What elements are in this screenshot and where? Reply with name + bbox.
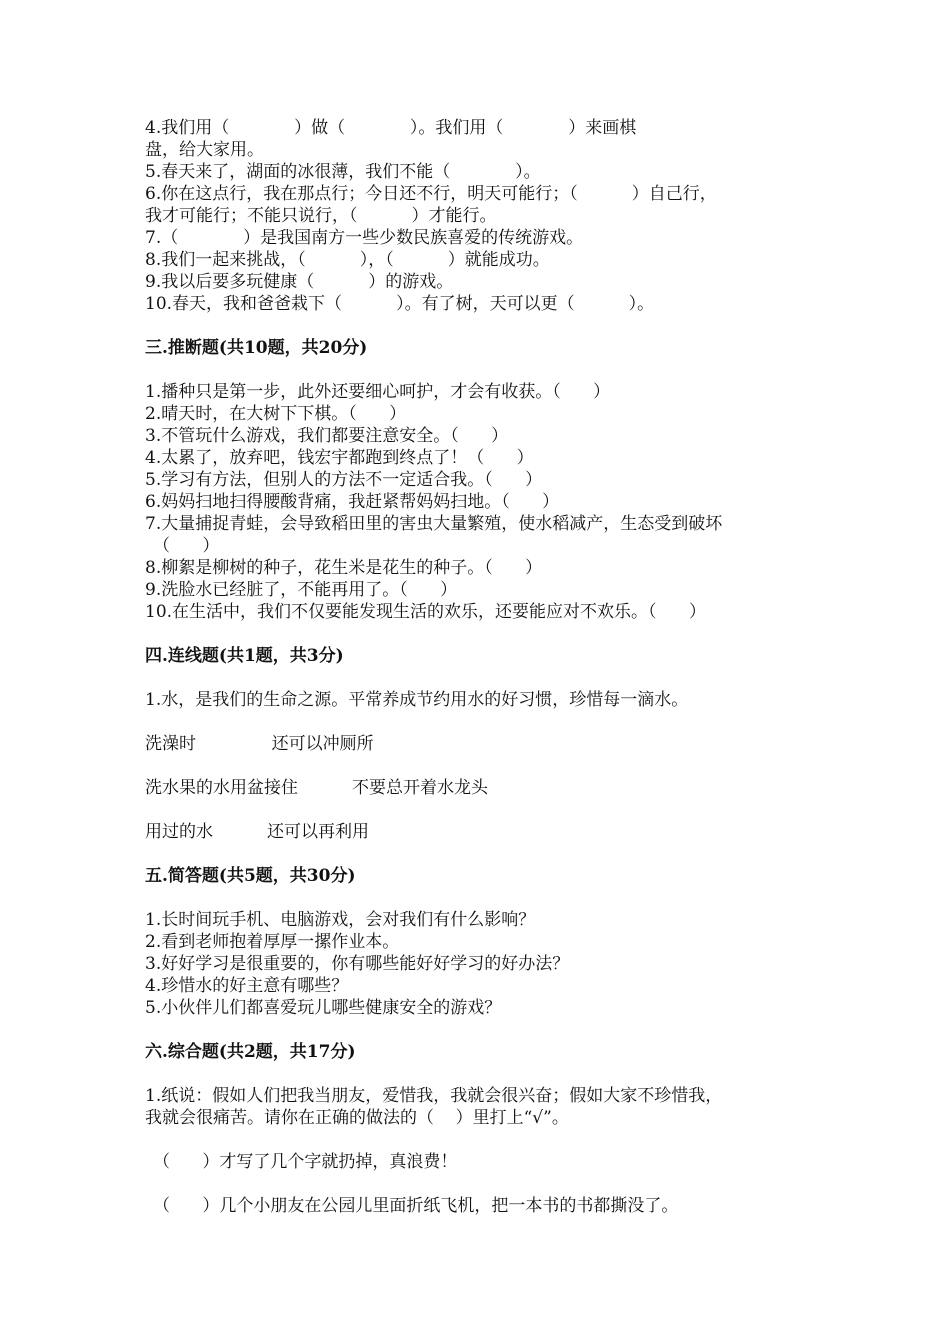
judgement-item: 5.学习有方法，但别人的方法不一定适合我。（ ） [145,470,543,490]
fill-blank-line: 8.我们一起来挑战，（ ），（ ）就能成功。 [145,250,550,270]
short-answer-item: 4.珍惜水的好主意有哪些？ [145,976,349,996]
fill-blank-line: 6.你在这点行，我在那点行；今日还不行，明天可能行；（ ）自己行， [145,184,717,204]
judgement-item: 10.在生活中，我们不仅要能发现生活的欢乐，还要能应对不欢乐。（ ） [145,602,706,622]
section-heading-comprehensive: 六.综合题(共2题，共17分) [145,1042,356,1062]
judgement-item: 2.晴天时，在大树下下棋。（ ） [145,404,407,424]
fill-blank-line: 7.（ ）是我国南方一些少数民族喜爱的传统游戏。 [145,228,584,248]
short-answer-item: 3.好好学习是很重要的，你有哪些能好好学习的好办法？ [145,954,570,974]
matching-pair: 洗澡时 还可以冲厕所 [145,734,374,754]
matching-question: 1.水，是我们的生命之源。平常养成节约用水的好习惯，珍惜每一滴水。 [145,690,689,710]
judgement-item: 3.不管玩什么游戏，我们都要注意安全。（ ） [145,426,509,446]
judgement-item: 1.播种只是第一步，此外还要细心呵护，才会有收获。（ ） [145,382,611,402]
judgement-item: 9.洗脸水已经脏了，不能再用了。（ ） [145,580,458,600]
fill-blank-line: 9.我以后要多玩健康（ ）的游戏。 [145,272,454,292]
judgement-item: 6.妈妈扫地扫得腰酸背痛，我赶紧帮妈妈扫地。（ ） [145,492,560,512]
comprehensive-option: （ ）才写了几个字就扔掉，真浪费！ [153,1152,458,1172]
comprehensive-question: 1.纸说：假如人们把我当朋友，爱惜我，我就会很兴奋；假如大家不珍惜我， [145,1086,723,1106]
section-heading-judgement: 三.推断题(共10题，共20分) [145,338,368,358]
section-heading-matching: 四.连线题(共1题，共3分) [145,646,344,666]
fill-blank-line: 10.春天，我和爸爸栽下（ ）。有了树，天可以更（ ）。 [145,294,655,314]
fill-blank-line: 5.春天来了，湖面的冰很薄，我们不能（ ）。 [145,162,541,182]
fill-blank-line: 盘，给大家用。 [145,140,264,160]
section-heading-short-answer: 五.简答题(共5题，共30分) [145,866,356,886]
comprehensive-option: （ ）几个小朋友在公园儿里面折纸飞机，把一本书的书都撕没了。 [153,1196,679,1216]
matching-pair: 用过的水 还可以再利用 [145,822,370,842]
fill-blank-line: 我才可能行；不能只说行，（ ）才能行。 [145,206,497,226]
short-answer-item: 2.看到老师抱着厚厚一摞作业本。 [145,932,400,952]
fill-blank-line: 4.我们用（ ）做（ ）。我们用（ ）来画棋 [145,118,637,138]
judgement-item: 4.太累了，放弃吧，钱宏宇都跑到终点了！（ ） [145,448,534,468]
short-answer-item: 5.小伙伴儿们都喜爱玩儿哪些健康安全的游戏？ [145,998,502,1018]
judgement-item: 8.柳絮是柳树的种子，花生米是花生的种子。（ ） [145,558,543,578]
matching-pair: 洗水果的水用盆接住 不要总开着水龙头 [145,778,489,798]
judgement-item: 7.大量捕捉青蛙，会导致稻田里的害虫大量繁殖，使水稻减产，生态受到破坏 [145,514,723,534]
judgement-item-answer: （ ） [153,536,220,556]
comprehensive-question: 我就会很痛苦。请你在正确的做法的（ ）里打上“√”。 [145,1108,569,1128]
short-answer-item: 1.长时间玩手机、电脑游戏，会对我们有什么影响？ [145,910,536,930]
